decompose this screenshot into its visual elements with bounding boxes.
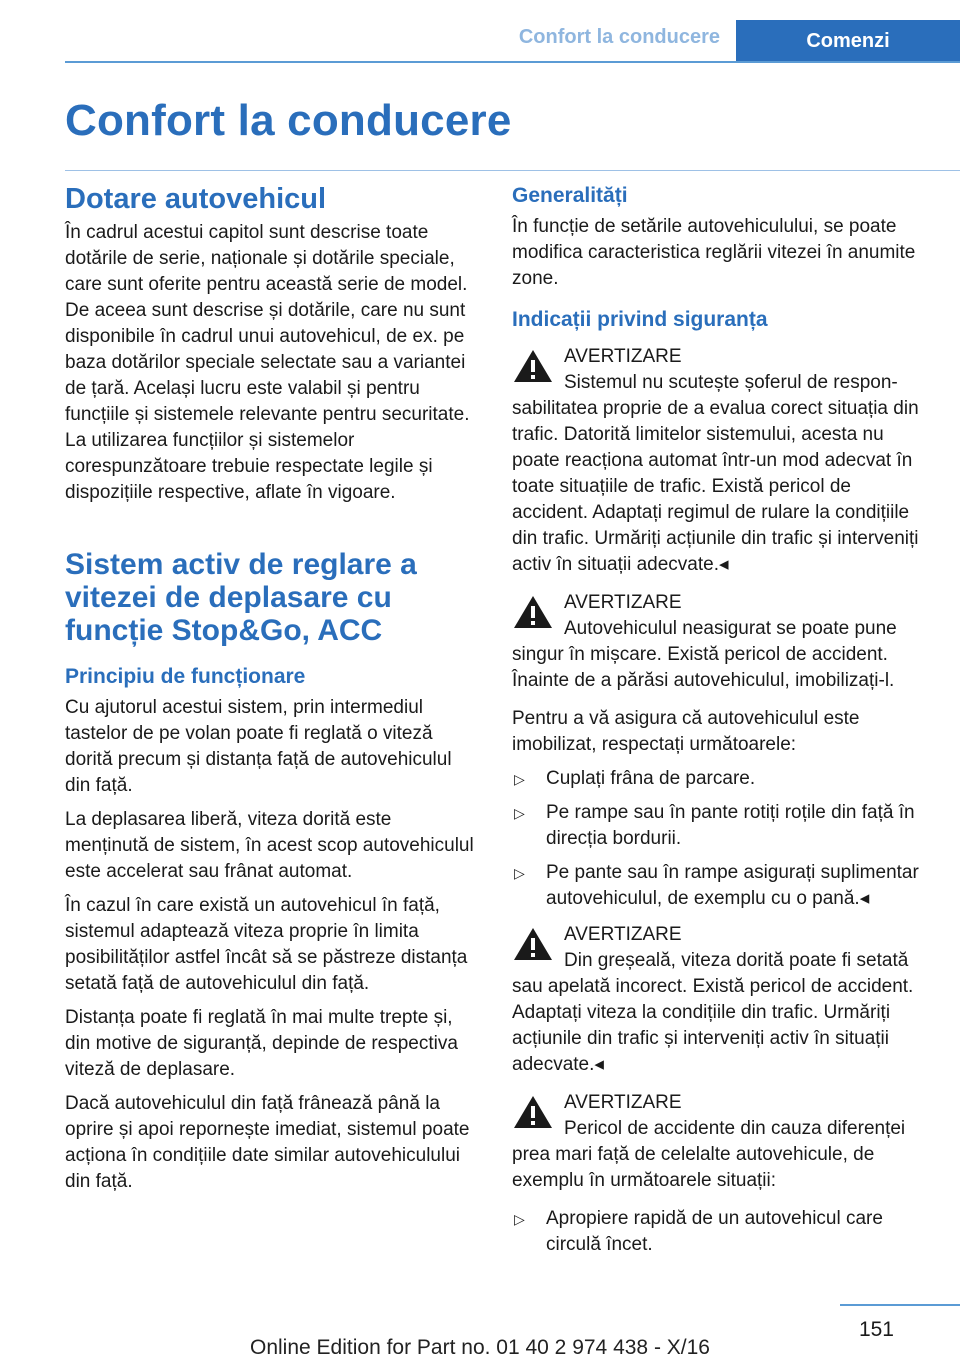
heading-generalitati: Generalități [512, 184, 628, 207]
warning-block [512, 344, 932, 578]
bullet-triangle-icon: ▷ [514, 1211, 525, 1227]
warning-text: prea mari față de celelalte autovehicule, de exemplu în următoarele situații: [512, 1144, 875, 1191]
left-column [65, 182, 480, 1203]
warning-text: singur în mișcare. Există pericol de accident. Înainte de a părăsi autovehiculul, imobilizați-l. [512, 644, 895, 691]
footer-text: Online Edition for Part no. 01 40 2 974 438 - X/16 [250, 1336, 710, 1359]
list-item: ▷ Pe pante sau în rampe asigurați suplimentar autovehiculul, de exemplu cu o pană.◂ [514, 862, 919, 909]
bullet-triangle-icon: ▷ [514, 865, 525, 881]
header-section-label: Confort la conducere [518, 26, 720, 48]
bullet-list [512, 1206, 932, 1258]
paragraph-asigura: Pentru a vă asigura că autovehiculul este imobilizat, respectați următoarele: [512, 708, 860, 755]
bullet-list [512, 766, 932, 912]
paragraph-principiu-2: La deplasarea liberă, viteza dorită este menținută de sistem, în acest scop autovehiculul este accelerat sau frânat automat. [65, 809, 474, 882]
paragraph-principiu-1: Cu ajutorul acestui sistem, prin intermediul tastelor de pe volan poate fi reglată o viteză dorită precum și distanța față de autovehiculul din față. [65, 697, 452, 796]
footer-rule [840, 1304, 960, 1306]
header-active-tab [736, 20, 960, 62]
paragraph-generalitati: În funcție de setările autovehiculului, se poate modifica caracteristica reglării vitezei în anumite zone. [512, 216, 916, 289]
header-rule [65, 61, 960, 63]
warning-block [512, 1090, 932, 1194]
warning-triangle-icon [512, 926, 554, 962]
bullet-triangle-icon: ▷ [514, 805, 525, 821]
warning-text: sabilitatea proprie de a evalua corect situația din trafic. Datorită limitelor sistemului, acesta nu poate reacționa automat într-un mod adecvat în toate situațiile de trafic. Există pericol de accident. Adaptați regimul de rulare la condițiile din trafic. Urmăriți acțiunile din trafic și interveniți activ în situații adecvate.◂ [512, 398, 919, 575]
list-item: ▷ Pe rampe sau în pante rotiți roțile din față în direcția bordurii. [514, 802, 915, 849]
list-item: ▷ Apropiere rapidă de un autovehicul care circulă încet. [514, 1208, 883, 1255]
warning-label: AVERTIZARE [564, 1092, 682, 1113]
paragraph-principiu-4: Distanța poate fi reglată în mai multe trepte și, din motive de siguranță, depinde de respectiva viteză de deplasare. [65, 1007, 458, 1080]
warning-triangle-icon [512, 594, 554, 630]
page-title: Confort la conducere [65, 96, 512, 145]
heading-dotare: Dotare autovehicul [65, 183, 327, 215]
warning-text: sau apelată incorect. Există pericol de accident. Adaptați viteza la condițiile din trafic. Urmăriți acțiunile din trafic și interveniți activ în situații adecvate.◂ [512, 976, 914, 1075]
bullet-triangle-icon: ▷ [514, 771, 525, 787]
warning-first-line: Autovehiculul neasigurat se poate pune [564, 618, 897, 639]
header-active-tab-label: Comenzi [806, 29, 890, 52]
warning-first-line: Sistemul nu scutește șoferul de respon- [564, 372, 898, 393]
title-rule [65, 170, 960, 171]
right-column [512, 182, 932, 1266]
header-bar [0, 0, 960, 62]
warning-label: AVERTIZARE [564, 924, 682, 945]
list-item: ▷ Cuplați frâna de parcare. [512, 766, 932, 792]
paragraph-principiu-3: În cazul în care există un autovehicul în față, sistemul adaptează viteza proprie în limita posibilităților astfel încât să se păstreze distanța setată față de autovehiculul din față. [65, 895, 468, 994]
warning-triangle-icon [512, 1094, 554, 1130]
warning-first-line: Din greșeală, viteza dorită poate fi setată [564, 950, 909, 971]
paragraph-dotare: În cadrul acestui capitol sunt descrise toate dotările de serie, naționale și dotările speciale, care sunt oferite pentru această serie de model. De aceea sunt descrise și dotările, care nu sunt disponibile în cadrul unui autovehicul, de ex. pe baza dotărilor speciale selectate sau a variantei de țară. Același lucru este valabil și pentru funcțiile și sistemele relevante pentru securitate. La utilizarea funcțiilor și sistemelor corespunzătoare trebuie respectate legile și dispozițiile respective, aflate în vigoare. [65, 222, 470, 503]
warning-block [512, 590, 932, 694]
heading-acc: Sistem activ de reglare a vitezei de deplasare cu funcție Stop&Go, ACC [65, 548, 417, 647]
warning-block [512, 922, 932, 1078]
warning-label: AVERTIZARE [564, 592, 682, 613]
warning-label: AVERTIZARE [564, 346, 682, 367]
heading-principiu: Principiu de funcționare [65, 665, 306, 688]
warning-first-line: Pericol de accidente din cauza diferenței [564, 1118, 906, 1139]
warning-triangle-icon [512, 348, 554, 384]
page-number: 151 [858, 1318, 894, 1341]
heading-siguranta: Indicații privind siguranța [512, 308, 768, 331]
paragraph-principiu-5: Dacă autovehiculul din față frânează până la oprire și apoi repornește imediat, sistemul poate acționa în condițiile date similar autovehiculului din față. [65, 1093, 470, 1192]
